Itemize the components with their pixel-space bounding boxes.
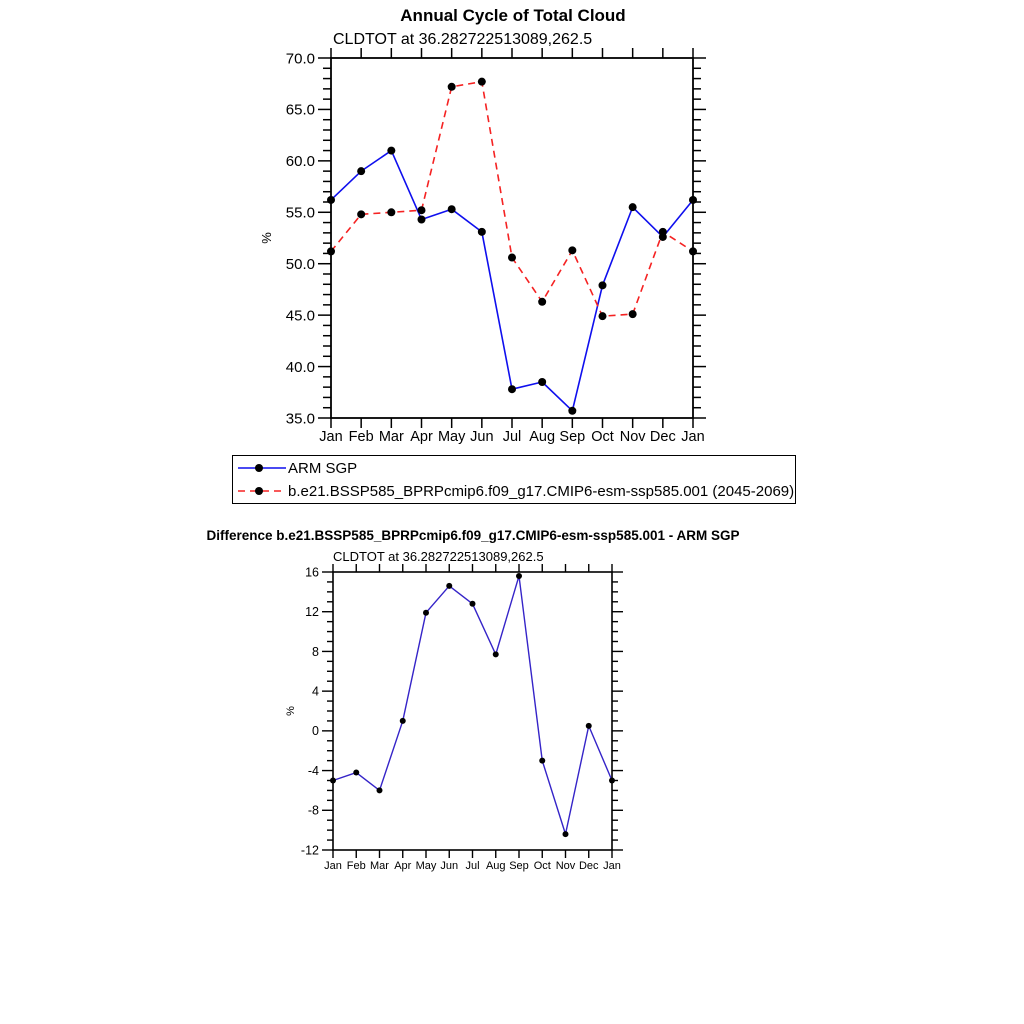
legend-label-arm-sgp: ARM SGP xyxy=(288,459,358,477)
data-point-marker xyxy=(538,298,546,306)
x-tick-label: May xyxy=(415,860,437,872)
data-point-marker xyxy=(387,208,395,216)
legend-marker-dot-icon xyxy=(255,464,263,472)
x-tick-label: Nov xyxy=(555,860,576,872)
y-tick-label: 60.0 xyxy=(285,153,315,171)
data-point-marker xyxy=(377,787,383,793)
y-tick-label: -12 xyxy=(300,843,319,858)
chart2-y-axis-label: % xyxy=(285,706,297,716)
data-point-marker xyxy=(357,210,365,218)
data-point-marker xyxy=(418,206,426,214)
data-point-marker xyxy=(353,770,359,776)
chart2-title: Difference b.e21.BSSP585_BPRPcmip6.f09_g17.CMIP6-esm-ssp585.001 - ARM SGP xyxy=(206,528,740,543)
legend-item-arm-sgp xyxy=(233,457,795,480)
x-tick-label: Jan xyxy=(324,860,342,872)
x-tick-label: Feb xyxy=(346,860,366,872)
chart1-y-axis-label: % xyxy=(259,232,274,244)
data-point-marker xyxy=(327,247,335,255)
y-tick-label: 4 xyxy=(312,684,319,699)
data-point-marker xyxy=(357,167,365,175)
y-tick-label: 65.0 xyxy=(285,101,315,119)
data-point-marker xyxy=(387,147,395,155)
data-point-marker xyxy=(508,385,516,393)
x-tick-label: Jun xyxy=(470,429,494,445)
y-tick-label: 55.0 xyxy=(285,204,315,222)
data-point-marker xyxy=(448,83,456,91)
legend-line-sample-solid xyxy=(236,462,288,474)
x-tick-label: Jun xyxy=(440,860,459,872)
data-point-marker xyxy=(599,281,607,289)
data-point-marker xyxy=(478,78,486,86)
x-tick-label: Dec xyxy=(649,429,676,445)
data-point-marker xyxy=(538,378,546,386)
data-point-marker xyxy=(629,203,637,211)
x-tick-label: Jul xyxy=(465,860,480,872)
difference-chart xyxy=(301,564,623,872)
series-line xyxy=(333,576,612,834)
x-tick-label: Apr xyxy=(394,860,412,872)
y-tick-label: 50.0 xyxy=(285,255,315,273)
data-point-marker xyxy=(599,312,607,320)
data-point-marker xyxy=(493,651,499,657)
y-tick-label: 8 xyxy=(312,644,319,659)
x-tick-label: Aug xyxy=(529,429,556,445)
chart2-subtitle: CLDTOT at 36.282722513089,262.5 xyxy=(333,549,544,564)
x-tick-label: Mar xyxy=(378,429,404,445)
x-tick-label: Sep xyxy=(509,860,529,872)
legend xyxy=(232,455,796,504)
x-tick-label: Aug xyxy=(485,860,506,872)
y-tick-label: 0 xyxy=(312,724,319,739)
data-point-marker xyxy=(327,196,335,204)
y-tick-label: 12 xyxy=(305,605,319,620)
y-tick-label: 16 xyxy=(305,565,319,580)
x-tick-label: Jan xyxy=(681,429,705,445)
data-point-marker xyxy=(448,205,456,213)
y-tick-label: -8 xyxy=(307,803,319,818)
y-tick-label: 35.0 xyxy=(285,410,315,428)
data-point-marker xyxy=(586,723,592,729)
y-tick-label: -4 xyxy=(307,763,319,778)
x-tick-label: Oct xyxy=(591,429,614,445)
x-tick-label: Jan xyxy=(319,429,343,445)
data-point-marker xyxy=(400,718,406,724)
y-tick-label: 45.0 xyxy=(285,307,315,325)
data-point-marker xyxy=(330,778,336,784)
data-point-marker xyxy=(446,583,452,589)
data-point-marker xyxy=(568,246,576,254)
data-point-marker xyxy=(539,758,545,764)
x-tick-label: Feb xyxy=(348,429,374,445)
data-point-marker xyxy=(629,310,637,318)
data-point-marker xyxy=(478,228,486,236)
chart1-title: Annual Cycle of Total Cloud xyxy=(400,6,626,25)
x-tick-label: Dec xyxy=(578,860,599,872)
data-point-marker xyxy=(689,247,697,255)
data-point-marker xyxy=(508,254,516,262)
x-tick-label: Jan xyxy=(603,860,621,872)
y-tick-label: 70.0 xyxy=(285,50,315,68)
data-point-marker xyxy=(568,407,576,415)
data-point-marker xyxy=(659,228,667,236)
legend-line-sample-dashed xyxy=(236,485,288,497)
chart1-subtitle: CLDTOT at 36.282722513089,262.5 xyxy=(333,31,593,48)
x-tick-label: Oct xyxy=(533,860,551,872)
series-line xyxy=(331,82,693,317)
data-point-marker xyxy=(609,778,615,784)
data-point-marker xyxy=(423,610,429,616)
series-line xyxy=(331,151,693,411)
x-tick-label: Apr xyxy=(410,429,433,445)
data-point-marker xyxy=(470,601,476,607)
plot-frame xyxy=(333,572,612,850)
x-tick-label: Mar xyxy=(370,860,389,872)
data-point-marker xyxy=(563,831,569,837)
x-tick-label: Sep xyxy=(559,429,586,445)
x-tick-label: Jul xyxy=(502,429,522,445)
data-point-marker xyxy=(689,196,697,204)
plot-frame xyxy=(331,58,693,418)
x-tick-label: May xyxy=(437,429,466,445)
data-point-marker xyxy=(516,573,522,579)
annual-cycle-chart xyxy=(286,48,706,445)
data-point-marker xyxy=(418,215,426,223)
x-tick-label: Nov xyxy=(619,429,646,445)
legend-label-model: b.e21.BSSP585_BPRPcmip6.f09_g17.CMIP6-esm-ssp585.001 (2045-2069) xyxy=(288,482,795,500)
legend-item-model xyxy=(233,480,795,503)
legend-marker-dot-icon xyxy=(255,487,263,495)
y-tick-label: 40.0 xyxy=(285,358,315,376)
